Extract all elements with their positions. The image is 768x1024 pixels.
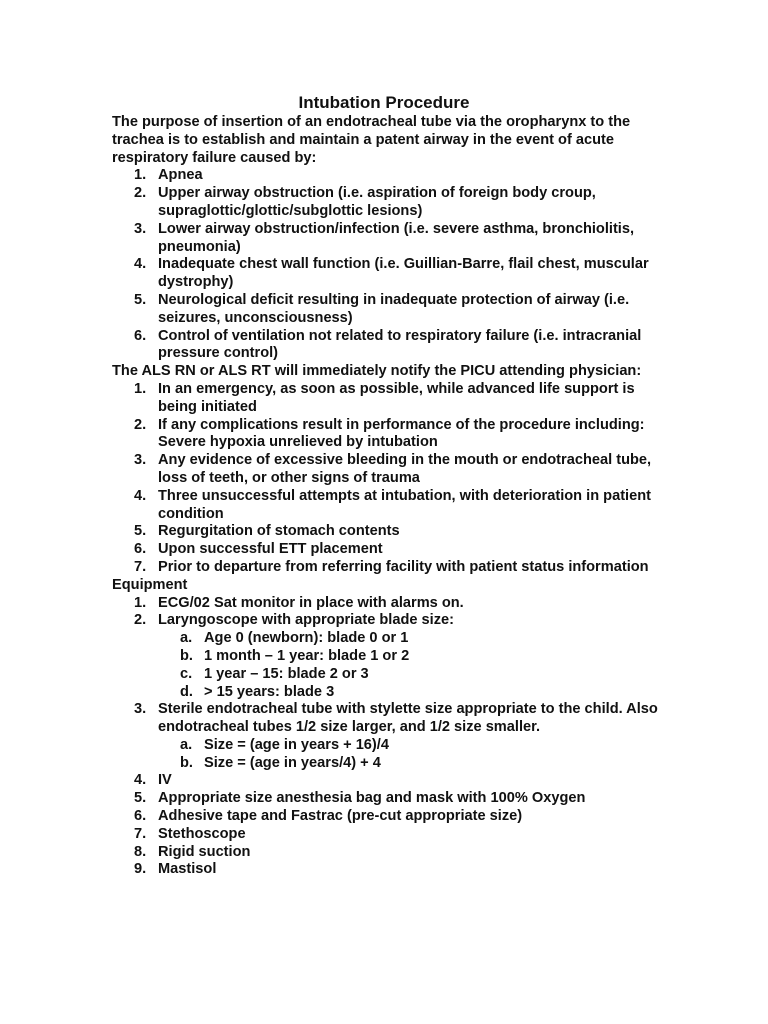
item-text: Age 0 (newborn): blade 0 or 1	[204, 630, 409, 647]
item-text: Prior to departure from referring facility with patient status information	[158, 558, 649, 575]
list-item	[112, 417, 672, 453]
sub-list-item	[112, 630, 672, 648]
list-item	[112, 381, 672, 417]
list-item	[112, 523, 672, 541]
item-text: Size = (age in years/4) + 4	[204, 754, 381, 771]
item-number: 3.	[134, 220, 147, 237]
item-number: 6.	[134, 327, 147, 344]
item-text: Appropriate size anesthesia bag and mask with 100% Oxygen	[158, 790, 586, 807]
item-text: Stethoscope	[158, 825, 246, 842]
sub-list-item	[112, 648, 672, 666]
item-text: ECG/02 Sat monitor in place with alarms on.	[158, 594, 464, 611]
item-number: 7.	[134, 558, 147, 575]
item-text: Neurological deficit resulting in inadequate protection of airway (i.e. seizures, unconsciousness)	[158, 291, 630, 326]
list-item	[112, 185, 672, 221]
list-item	[112, 790, 672, 808]
item-letter: d.	[180, 683, 193, 700]
item-text: Inadequate chest wall function (i.e. Guillian-Barre, flail chest, muscular dystrophy)	[158, 256, 649, 291]
sub-list-item	[112, 684, 672, 702]
item-number: 1.	[134, 167, 147, 184]
equipment-heading: Equipment	[112, 576, 188, 593]
item-number: 2.	[134, 416, 147, 433]
sub-list-item	[112, 666, 672, 684]
list-item	[112, 612, 672, 701]
item-number: 5.	[134, 790, 147, 807]
list-item	[112, 701, 672, 772]
item-number: 5.	[134, 523, 147, 540]
item-text: Mastisol	[158, 861, 217, 878]
item-number: 7.	[134, 825, 147, 842]
item-number: 4.	[134, 772, 147, 789]
item-number: 2.	[134, 612, 147, 629]
item-number: 5.	[134, 291, 147, 308]
item-letter: b.	[180, 754, 193, 771]
list-item	[112, 541, 672, 559]
item-text: In an emergency, as soon as possible, while advanced life support is being initiated	[158, 380, 635, 415]
item-text: 1 year – 15: blade 2 or 3	[204, 665, 369, 682]
list-item	[112, 844, 672, 862]
notify-list	[112, 381, 672, 577]
item-number: 6.	[134, 808, 147, 825]
item-text: Rigid suction	[158, 843, 251, 860]
list-item	[112, 772, 672, 790]
item-number: 2.	[134, 185, 147, 202]
item-text: Three unsuccessful attempts at intubation, with deterioration in patient condition	[158, 487, 651, 522]
item-number: 3.	[134, 701, 147, 718]
notify-paragraph: The ALS RN or ALS RT will immediately notify the PICU attending physician:	[112, 363, 642, 380]
item-text: Upper airway obstruction (i.e. aspiration of foreign body croup, supraglottic/glottic/subglottic lesions)	[158, 185, 596, 219]
list-item	[112, 452, 672, 488]
tube-size-list	[112, 737, 672, 773]
item-number: 1.	[134, 594, 147, 611]
item-text: Size = (age in years + 16)/4	[204, 736, 389, 753]
item-number: 4.	[134, 256, 147, 273]
item-text: Sterile endotracheal tube with stylette size appropriate to the child. Also endotracheal tubes 1/2 size larger, and 1/2 size smaller.	[158, 701, 658, 736]
list-item	[112, 292, 672, 328]
item-number: 8.	[134, 843, 147, 860]
sub-list-item	[112, 755, 672, 773]
item-number: 3.	[134, 452, 147, 469]
item-number: 1.	[134, 380, 147, 397]
sub-list-item	[112, 737, 672, 755]
item-letter: c.	[180, 665, 193, 682]
item-text: Regurgitation of stomach contents	[158, 523, 400, 540]
item-text: Laryngoscope with appropriate blade size:	[158, 612, 454, 629]
document-title: Intubation Procedure	[298, 93, 470, 112]
item-text: If any complications result in performance of the procedure including: Severe hypoxia unrelieved by intubation	[158, 416, 645, 451]
list-item	[112, 808, 672, 826]
intro-paragraph: The purpose of insertion of an endotracheal tube via the oropharynx to the trachea is to establish and maintain a patent airway in the event of acute respiratory failure caused by:	[112, 114, 631, 166]
item-text: Upon successful ETT placement	[158, 541, 383, 558]
list-item	[112, 861, 672, 879]
document-body	[112, 114, 672, 879]
list-item	[112, 256, 672, 292]
list-item	[112, 221, 672, 257]
list-item	[112, 488, 672, 524]
item-text: Apnea	[158, 167, 203, 184]
causes-list	[112, 167, 672, 363]
item-letter: a.	[180, 630, 193, 647]
list-item	[112, 595, 672, 613]
item-text: Adhesive tape and Fastrac (pre-cut appropriate size)	[158, 808, 523, 825]
list-item	[112, 328, 672, 364]
blade-size-list	[112, 630, 672, 701]
item-number: 9.	[134, 861, 147, 878]
item-text: 1 month – 1 year: blade 1 or 2	[204, 647, 410, 664]
item-number: 4.	[134, 487, 147, 504]
list-item	[112, 559, 672, 577]
item-text: > 15 years: blade 3	[204, 683, 335, 700]
equipment-list	[112, 595, 672, 880]
item-letter: a.	[180, 736, 193, 753]
item-number: 6.	[134, 541, 147, 558]
item-text: Control of ventilation not related to respiratory failure (i.e. intracranial pressure control)	[158, 327, 642, 362]
item-text: IV	[158, 772, 172, 789]
item-text: Any evidence of excessive bleeding in the mouth or endotracheal tube, loss of teeth, or other signs of trauma	[158, 452, 652, 486]
item-text: Lower airway obstruction/infection (i.e. severe asthma, bronchiolitis, pneumonia)	[158, 220, 635, 255]
item-letter: b.	[180, 647, 193, 664]
list-item	[112, 167, 672, 185]
list-item	[112, 826, 672, 844]
